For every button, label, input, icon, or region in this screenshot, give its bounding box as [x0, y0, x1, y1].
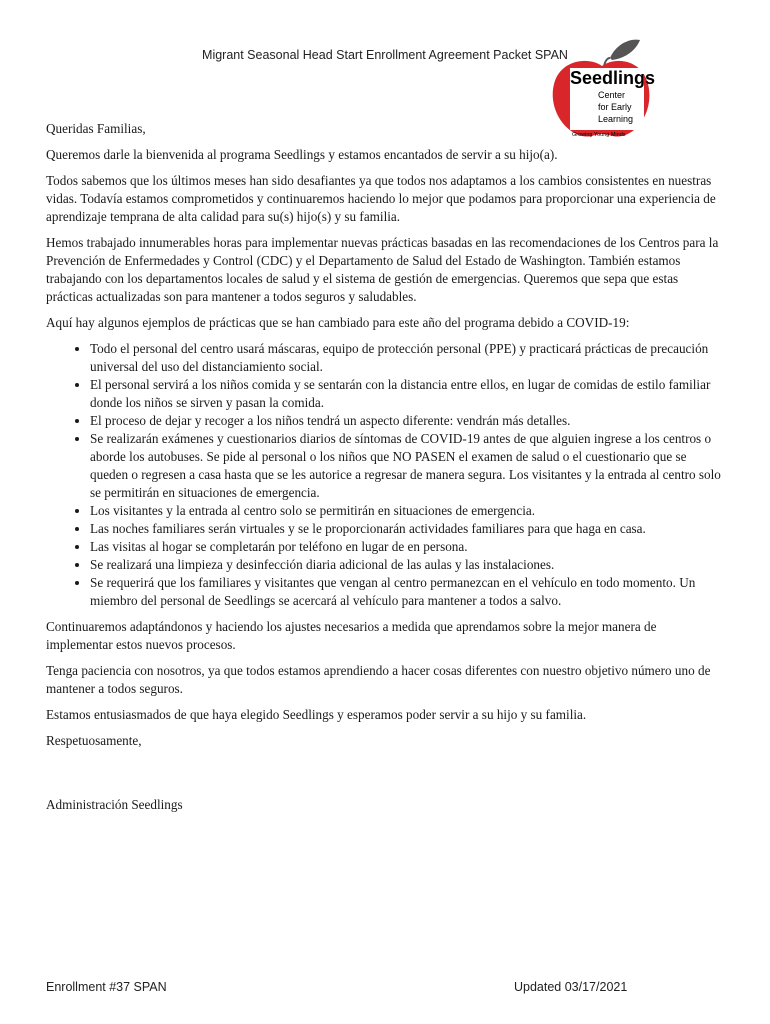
signature-space: [46, 758, 726, 796]
practice-list: [46, 340, 726, 610]
logo-line3-text: Learning: [598, 114, 634, 124]
paragraph-examples-intro: Aquí hay algunos ejemplos de prácticas que se han cambiado para este año del programa debido a COVID-19:: [46, 315, 630, 330]
closing: Respetuosamente,: [46, 733, 142, 748]
logo-line1-text: Center: [598, 90, 626, 100]
list-item: • Las visitas al hogar se completarán por teléfono en lugar de en persona.: [90, 538, 726, 556]
leaf-icon: [610, 40, 640, 60]
signature: Administración Seedlings: [46, 797, 183, 812]
footer-form-number: Enrollment #37 SPAN: [46, 980, 167, 994]
greeting: Queridas Familias,: [46, 121, 146, 136]
list-item: • Todo el personal del centro usará máscaras, equipo de protección personal (PPE) y practicará prácticas de precaución universal del uso del distanciamiento social.: [90, 340, 726, 376]
list-item: • El personal servirá a los niños comida y se sentarán con la distancia entre ellos, en lugar de comidas de estilo familiar donde los niños se sirven y pasan la comida.: [90, 376, 726, 412]
paragraph-adapting: Continuaremos adaptándonos y haciendo los ajustes necesarios a medida que aprendamos sobre la mejor manera de implementar estos nuevos procesos.: [46, 619, 657, 652]
list-item: • Se realizará una limpieza y desinfección diaria adicional de las aulas y las instalaciones.: [90, 556, 726, 574]
logo-tagline-text: Growing Young Minds: [572, 132, 626, 138]
list-item: • Se realizarán exámenes y cuestionarios diarios de síntomas de COVID-19 antes de que alguien ingrese a los centros o aborde los autobuses. Se pide al personal o los niños que NO PASEN el examen de salud o el cuestionario que se queden o regresen a casa hasta que se les autorice a regresar de manera segura. Los visitantes y la entrada al centro solo se permitirán en situaciones de emergencia.: [90, 430, 726, 502]
list-item: • Se requerirá que los familiares y visitantes que vengan al centro permanezcan en el vehículo en todo momento. Un miembro del personal de Seedlings se acercará al vehículo para mantener a todos a salvo.: [90, 574, 726, 610]
paragraph-patience: Tenga paciencia con nosotros, ya que todos estamos aprendiendo a hacer cosas diferentes con nuestro objetivo número uno de mantener a todos seguros.: [46, 663, 711, 696]
footer-updated-date: Updated 03/17/2021: [514, 980, 628, 994]
document-header-title: Migrant Seasonal Head Start Enrollment Agreement Packet SPAN: [202, 48, 568, 62]
list-item: • Las noches familiares serán virtuales y se le proporcionarán actividades familiares para que haga en casa.: [90, 520, 726, 538]
list-item: • Los visitantes y la entrada al centro solo se permitirán en situaciones de emergencia.: [90, 502, 726, 520]
paragraph-practices: Hemos trabajado innumerables horas para implementar nuevas prácticas basadas en las recomendaciones de los Centros para la Prevención de Enfermedades y Control (CDC) y el Departamento de Salud del Estado de Washington. También estamos trabajando con los departamentos locales de salud y el sistema de gestión de emergencias. Queremos que sepa que estas prácticas actualizadas son para mantener a todos seguros y saludables.: [46, 235, 719, 304]
paragraph-welcome: Queremos darle la bienvenida al programa Seedlings y estamos encantados de servir a su hijo(a).: [46, 147, 558, 162]
letter-body: [46, 120, 726, 822]
logo-name-text: Seedlings: [570, 68, 655, 88]
paragraph-challenges: Todos sabemos que los últimos meses han sido desafiantes ya que todos nos adaptamos a los cambios consistentes en nuestras vidas. Todavía estamos comprometidos y continuaremos haciendo lo mejor que podamos para proporcionar una experiencia de aprendizaje temprana de alta calidad para su(s) hijo(s) y su familia.: [46, 173, 716, 224]
logo-line2-text: for Early: [598, 102, 632, 112]
list-item: • El proceso de dejar y recoger a los niños tendrá un aspecto diferente: vendrán más detalles.: [90, 412, 726, 430]
paragraph-excited: Estamos entusiasmados de que haya elegido Seedlings y esperamos poder servir a su hijo y su familia.: [46, 707, 587, 722]
